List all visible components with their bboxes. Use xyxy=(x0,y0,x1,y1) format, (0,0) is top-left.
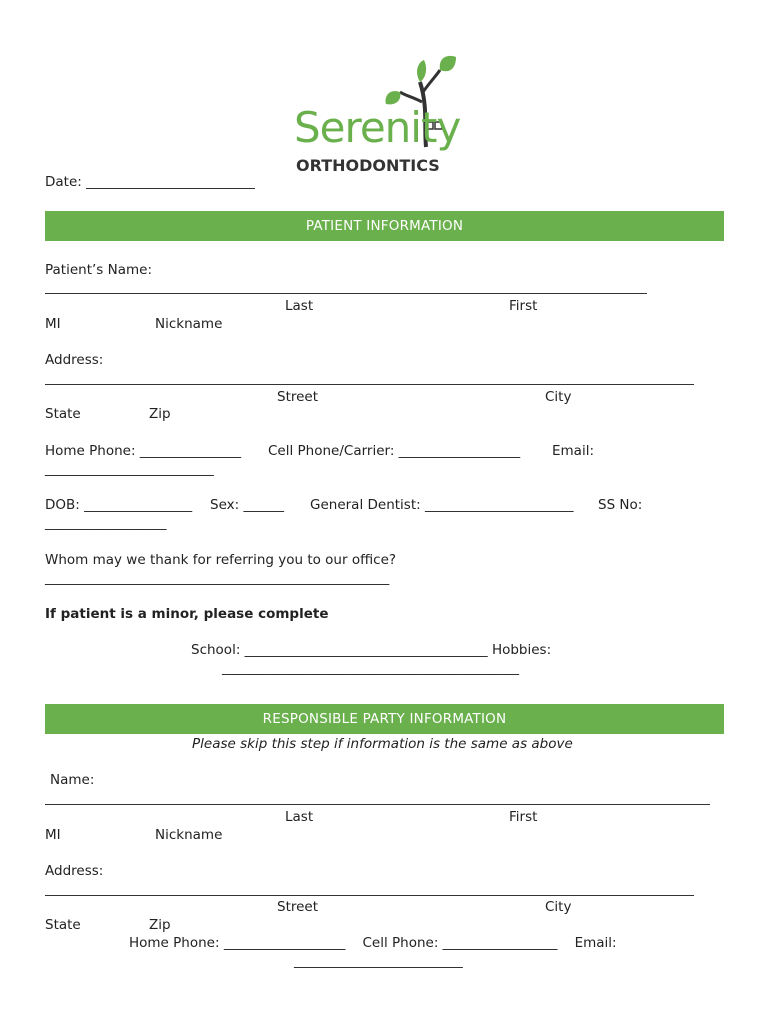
logo-brand-text: Serenity xyxy=(294,103,461,152)
rp-name-label: Name: xyxy=(50,772,95,788)
cell-phone-carrier-field[interactable]: Cell Phone/Carrier: __________________ xyxy=(268,443,521,459)
general-dentist-field[interactable]: General Dentist: ______________________ xyxy=(310,497,574,513)
rp-address-label: Address: xyxy=(45,863,104,879)
city-label: City xyxy=(545,389,572,405)
ss-no-line[interactable]: __________________ xyxy=(45,515,167,531)
sex-field[interactable]: Sex: ______ xyxy=(210,497,284,513)
zip-label: Zip xyxy=(149,406,171,422)
skip-note: Please skip this step if information is the same as above xyxy=(192,736,573,752)
patients-name-line[interactable] xyxy=(45,293,647,294)
address-label: Address: xyxy=(45,352,104,368)
rp-last-label: Last xyxy=(285,809,314,825)
dob-field[interactable]: DOB: ________________ xyxy=(45,497,193,513)
rp-mi-label: MI xyxy=(45,827,61,843)
rp-first-label: First xyxy=(509,809,538,825)
patients-name-label: Patient’s Name: xyxy=(45,262,152,278)
rp-nickname-label: Nickname xyxy=(155,827,223,843)
home-phone-field[interactable]: Home Phone: _______________ xyxy=(45,443,242,459)
logo-sub-text: ORTHODONTICS xyxy=(296,156,440,175)
responsible-party-header: RESPONSIBLE PARTY INFORMATION xyxy=(45,704,724,734)
school-hobbies-field[interactable]: School: ____________________________________ Hobbies: xyxy=(191,642,552,658)
rp-name-line[interactable] xyxy=(45,804,710,805)
ss-no-label: SS No: xyxy=(598,497,643,513)
rp-state-label: State xyxy=(45,917,81,933)
referral-line[interactable]: ___________________________________________________ xyxy=(45,570,390,586)
email-line[interactable]: _________________________ xyxy=(45,461,214,477)
hobbies-line[interactable]: ____________________________________________ xyxy=(222,660,519,676)
rp-zip-label: Zip xyxy=(149,917,171,933)
rp-street-label: Street xyxy=(277,899,319,915)
patient-information-header: PATIENT INFORMATION xyxy=(45,211,724,241)
mi-label: MI xyxy=(45,316,61,332)
date-field[interactable]: Date: _________________________ xyxy=(45,174,255,190)
last-label: Last xyxy=(285,298,314,314)
street-label: Street xyxy=(277,389,319,405)
rp-address-line[interactable] xyxy=(45,895,694,896)
referral-question: Whom may we thank for referring you to our office? xyxy=(45,552,397,568)
serenity-orthodontics-logo xyxy=(288,52,488,182)
rp-phones-field[interactable]: Home Phone: __________________ Cell Phone: _________________ Email: xyxy=(129,935,617,951)
minor-heading: If patient is a minor, please complete xyxy=(45,606,329,622)
first-label: First xyxy=(509,298,538,314)
email-label: Email: xyxy=(552,443,595,459)
nickname-label: Nickname xyxy=(155,316,223,332)
address-line[interactable] xyxy=(45,384,694,385)
rp-email-line[interactable]: _________________________ xyxy=(294,953,463,969)
rp-city-label: City xyxy=(545,899,572,915)
state-label: State xyxy=(45,406,81,422)
